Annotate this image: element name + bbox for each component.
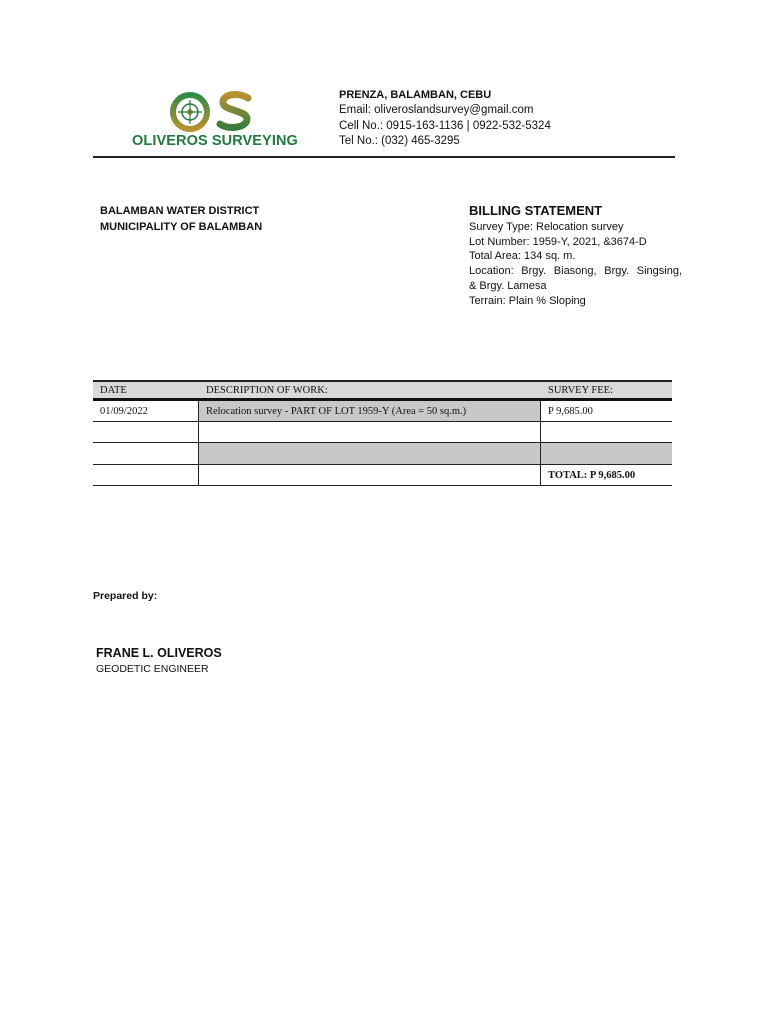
fees-table	[93, 380, 672, 486]
table-header-row	[93, 380, 672, 401]
location-line: Location: Brgy. Biasong, Brgy. Singsing,	[469, 265, 682, 278]
company-logo	[110, 86, 305, 152]
table-total-row	[93, 464, 672, 486]
signer-name: FRANE L. OLIVEROS	[96, 646, 222, 660]
billing-statement	[469, 204, 682, 309]
os-monogram-icon	[110, 86, 305, 134]
table-row-empty	[93, 421, 672, 442]
row-fee: P 9,685.00	[548, 405, 593, 417]
client-municipality: MUNICIPALITY OF BALAMBAN	[100, 220, 263, 233]
total-area: Total Area: 134 sq. m.	[469, 250, 576, 263]
table-row	[93, 401, 672, 421]
header-divider	[93, 156, 675, 158]
header-date: DATE	[100, 384, 127, 396]
client-name: BALAMBAN WATER DISTRICT	[100, 205, 260, 217]
company-email: Email: oliveroslandsurvey@gmail.com	[339, 104, 534, 117]
row-date: 01/09/2022	[93, 401, 199, 421]
company-tel: Tel No.: (032) 465-3295	[339, 134, 460, 147]
company-address: PRENZA, BALAMBAN, CEBU	[339, 89, 492, 101]
company-cell: Cell No.: 0915-163-1136 | 0922-532-5324	[339, 119, 551, 132]
survey-type: Survey Type: Relocation survey	[469, 220, 624, 233]
header-description: DESCRIPTION OF WORK:	[206, 384, 328, 396]
contact-info	[339, 88, 551, 149]
table-row-empty	[93, 442, 672, 464]
lot-number: Lot Number: 1959-Y, 2021, &3674-D	[469, 235, 647, 248]
location-line-cont: & Brgy. Lamesa	[469, 279, 547, 292]
row-description: Relocation survey - PART OF LOT 1959-Y (Area = 50 sq.m.)	[199, 401, 541, 421]
company-name: OLIVEROS SURVEYING	[132, 133, 298, 149]
header-fee: SURVEY FEE:	[548, 384, 613, 396]
client-block	[100, 204, 262, 235]
billing-title: BILLING STATEMENT	[469, 203, 603, 218]
total-fee: TOTAL: P 9,685.00	[548, 469, 636, 481]
prepared-by-label: Prepared by:	[93, 590, 158, 602]
terrain: Terrain: Plain % Sloping	[469, 294, 586, 307]
signer-title: GEODETIC ENGINEER	[96, 663, 209, 675]
